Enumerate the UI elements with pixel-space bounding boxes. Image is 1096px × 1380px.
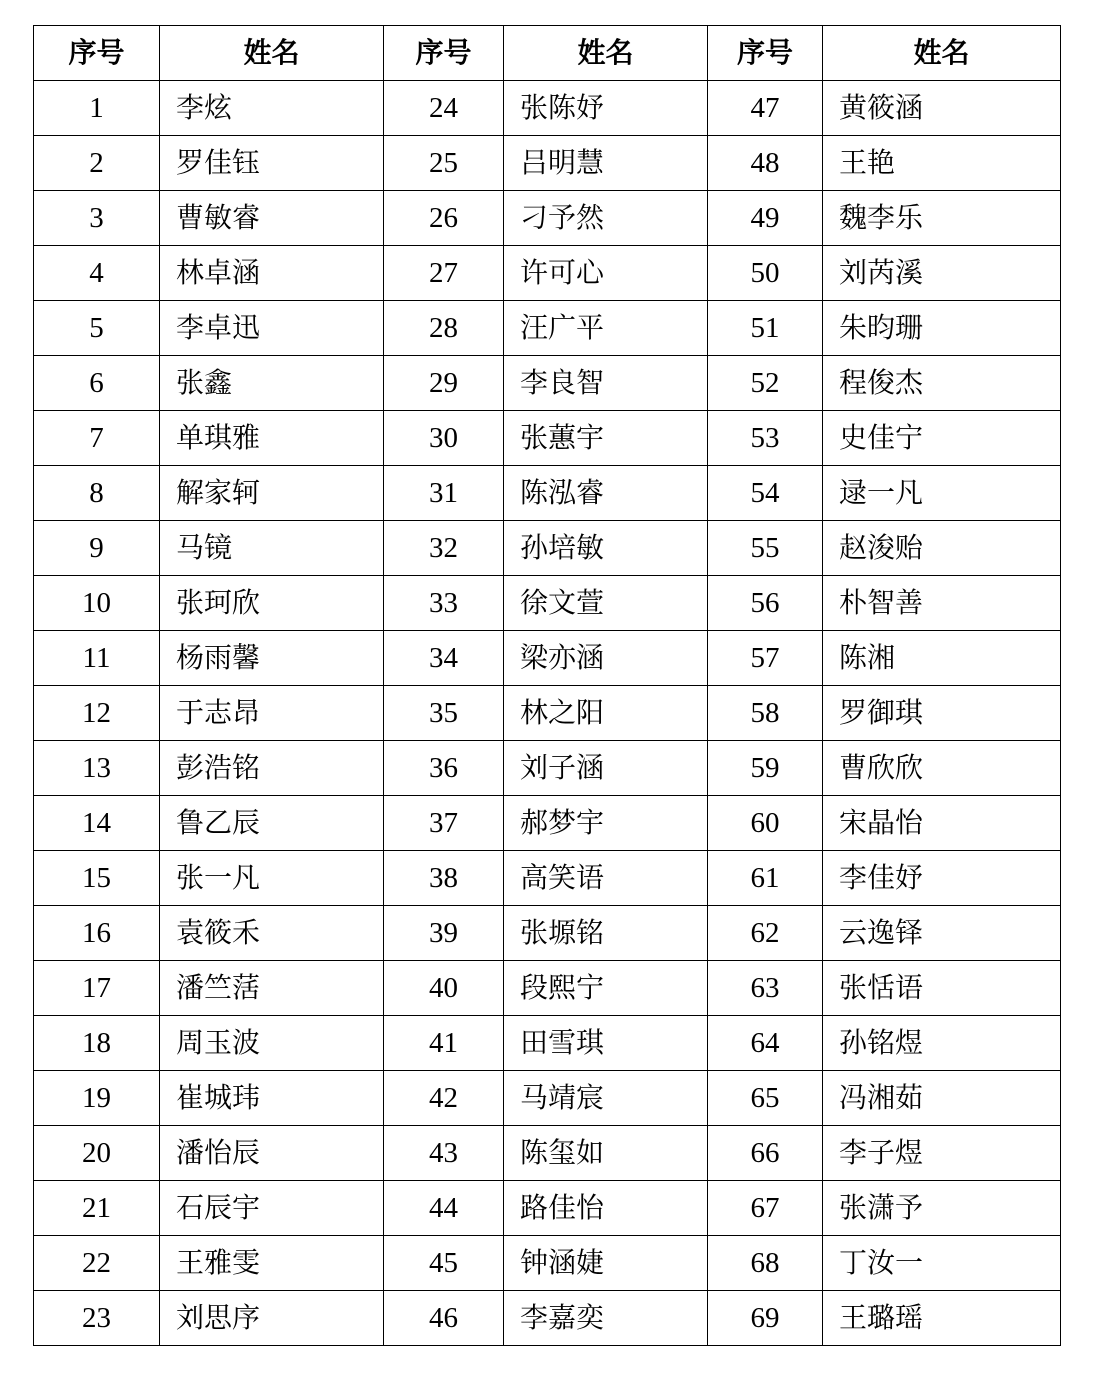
student-name-cell: 赵浚贻	[823, 521, 1061, 576]
student-name-cell: 李炫	[160, 81, 384, 136]
student-number-cell: 27	[384, 246, 504, 301]
student-name-cell: 程俊杰	[823, 356, 1061, 411]
student-name-cell: 许可心	[504, 246, 708, 301]
student-number-cell: 34	[384, 631, 504, 686]
student-number-cell: 62	[708, 906, 823, 961]
student-name-cell: 周玉波	[160, 1016, 384, 1071]
student-name-cell: 李嘉奕	[504, 1291, 708, 1346]
student-number-cell: 24	[384, 81, 504, 136]
student-name-cell: 于志昂	[160, 686, 384, 741]
student-number-cell: 8	[34, 466, 160, 521]
table-row	[34, 1071, 1061, 1126]
student-name-cell: 汪广平	[504, 301, 708, 356]
student-number-cell: 15	[34, 851, 160, 906]
student-name-cell: 刘子涵	[504, 741, 708, 796]
student-name-cell: 张潇予	[823, 1181, 1061, 1236]
student-number-cell: 5	[34, 301, 160, 356]
table-row	[34, 81, 1061, 136]
student-number-cell: 42	[384, 1071, 504, 1126]
student-number-cell: 41	[384, 1016, 504, 1071]
student-number-cell: 16	[34, 906, 160, 961]
student-name-cell: 丁汝一	[823, 1236, 1061, 1291]
header-name: 姓名	[160, 26, 384, 81]
student-number-cell: 2	[34, 136, 160, 191]
table-row	[34, 1291, 1061, 1346]
student-name-cell: 陈玺如	[504, 1126, 708, 1181]
student-name-cell: 逯一凡	[823, 466, 1061, 521]
table-row	[34, 906, 1061, 961]
table-row	[34, 961, 1061, 1016]
student-number-cell: 39	[384, 906, 504, 961]
table-row	[34, 466, 1061, 521]
student-number-cell: 45	[384, 1236, 504, 1291]
student-name-cell: 崔城玮	[160, 1071, 384, 1126]
student-number-cell: 29	[384, 356, 504, 411]
student-name-cell: 徐文萱	[504, 576, 708, 631]
student-number-cell: 19	[34, 1071, 160, 1126]
student-name-cell: 袁筱禾	[160, 906, 384, 961]
student-name-cell: 路佳怡	[504, 1181, 708, 1236]
student-name-cell: 张陈妤	[504, 81, 708, 136]
student-name-cell: 单琪雅	[160, 411, 384, 466]
student-number-cell: 30	[384, 411, 504, 466]
student-name-cell: 刁予然	[504, 191, 708, 246]
student-number-cell: 1	[34, 81, 160, 136]
student-name-cell: 郝梦宇	[504, 796, 708, 851]
header-name: 姓名	[504, 26, 708, 81]
student-number-cell: 51	[708, 301, 823, 356]
student-number-cell: 22	[34, 1236, 160, 1291]
student-name-cell: 彭浩铭	[160, 741, 384, 796]
student-number-cell: 21	[34, 1181, 160, 1236]
student-name-cell: 曹敏睿	[160, 191, 384, 246]
student-number-cell: 13	[34, 741, 160, 796]
student-name-cell: 张塬铭	[504, 906, 708, 961]
student-name-cell: 李良智	[504, 356, 708, 411]
student-number-cell: 43	[384, 1126, 504, 1181]
student-name-cell: 朴智善	[823, 576, 1061, 631]
student-name-cell: 潘怡辰	[160, 1126, 384, 1181]
student-number-cell: 56	[708, 576, 823, 631]
table-row	[34, 521, 1061, 576]
student-number-cell: 57	[708, 631, 823, 686]
student-number-cell: 35	[384, 686, 504, 741]
student-number-cell: 60	[708, 796, 823, 851]
student-name-cell: 解家轲	[160, 466, 384, 521]
student-name-cell: 曹欣欣	[823, 741, 1061, 796]
student-name-cell: 张恬语	[823, 961, 1061, 1016]
table-row	[34, 796, 1061, 851]
student-number-cell: 50	[708, 246, 823, 301]
student-number-cell: 63	[708, 961, 823, 1016]
student-number-cell: 28	[384, 301, 504, 356]
student-number-cell: 38	[384, 851, 504, 906]
student-name-cell: 马靖宸	[504, 1071, 708, 1126]
table-row	[34, 741, 1061, 796]
header-number: 序号	[34, 26, 160, 81]
table-row	[34, 1126, 1061, 1181]
student-name-cell: 黄筱涵	[823, 81, 1061, 136]
student-number-cell: 46	[384, 1291, 504, 1346]
student-number-cell: 47	[708, 81, 823, 136]
student-number-cell: 9	[34, 521, 160, 576]
student-name-cell: 梁亦涵	[504, 631, 708, 686]
student-name-cell: 段熙宁	[504, 961, 708, 1016]
student-number-cell: 65	[708, 1071, 823, 1126]
student-name-cell: 张一凡	[160, 851, 384, 906]
table-row	[34, 851, 1061, 906]
header-number: 序号	[708, 26, 823, 81]
student-name-cell: 刘思序	[160, 1291, 384, 1346]
student-name-cell: 杨雨馨	[160, 631, 384, 686]
student-name-cell: 孙培敏	[504, 521, 708, 576]
student-name-cell: 刘芮溪	[823, 246, 1061, 301]
student-number-cell: 64	[708, 1016, 823, 1071]
student-name-cell: 鲁乙辰	[160, 796, 384, 851]
student-number-cell: 66	[708, 1126, 823, 1181]
student-name-cell: 朱昀珊	[823, 301, 1061, 356]
student-number-cell: 53	[708, 411, 823, 466]
student-name-cell: 吕明慧	[504, 136, 708, 191]
student-number-cell: 69	[708, 1291, 823, 1346]
student-name-cell: 王雅雯	[160, 1236, 384, 1291]
roster-table	[33, 25, 1061, 1346]
student-number-cell: 25	[384, 136, 504, 191]
student-number-cell: 20	[34, 1126, 160, 1181]
header-name: 姓名	[823, 26, 1061, 81]
student-name-cell: 张蕙宇	[504, 411, 708, 466]
student-name-cell: 林之阳	[504, 686, 708, 741]
table-row	[34, 1181, 1061, 1236]
student-number-cell: 59	[708, 741, 823, 796]
table-row	[34, 356, 1061, 411]
student-name-cell: 罗佳钰	[160, 136, 384, 191]
table-row	[34, 136, 1061, 191]
student-number-cell: 48	[708, 136, 823, 191]
student-name-cell: 冯湘茹	[823, 1071, 1061, 1126]
student-name-cell: 张鑫	[160, 356, 384, 411]
table-row	[34, 1236, 1061, 1291]
student-number-cell: 14	[34, 796, 160, 851]
student-number-cell: 3	[34, 191, 160, 246]
student-name-cell: 王璐瑶	[823, 1291, 1061, 1346]
student-number-cell: 7	[34, 411, 160, 466]
student-number-cell: 17	[34, 961, 160, 1016]
student-number-cell: 10	[34, 576, 160, 631]
student-name-cell: 高笑语	[504, 851, 708, 906]
student-number-cell: 18	[34, 1016, 160, 1071]
student-number-cell: 31	[384, 466, 504, 521]
student-name-cell: 马镜	[160, 521, 384, 576]
student-number-cell: 12	[34, 686, 160, 741]
student-name-cell: 田雪琪	[504, 1016, 708, 1071]
student-name-cell: 李卓迅	[160, 301, 384, 356]
roster-body	[34, 81, 1061, 1346]
student-number-cell: 54	[708, 466, 823, 521]
student-number-cell: 44	[384, 1181, 504, 1236]
table-row	[34, 631, 1061, 686]
student-name-cell: 陈湘	[823, 631, 1061, 686]
student-name-cell: 王艳	[823, 136, 1061, 191]
student-name-cell: 钟涵婕	[504, 1236, 708, 1291]
table-row	[34, 686, 1061, 741]
student-number-cell: 49	[708, 191, 823, 246]
table-row	[34, 301, 1061, 356]
student-number-cell: 4	[34, 246, 160, 301]
student-number-cell: 40	[384, 961, 504, 1016]
student-name-cell: 孙铭煜	[823, 1016, 1061, 1071]
student-number-cell: 61	[708, 851, 823, 906]
student-number-cell: 11	[34, 631, 160, 686]
student-name-cell: 罗御琪	[823, 686, 1061, 741]
student-number-cell: 37	[384, 796, 504, 851]
student-name-cell: 李子煜	[823, 1126, 1061, 1181]
student-number-cell: 67	[708, 1181, 823, 1236]
header-row	[34, 26, 1061, 81]
student-number-cell: 55	[708, 521, 823, 576]
table-row	[34, 246, 1061, 301]
student-number-cell: 58	[708, 686, 823, 741]
student-number-cell: 68	[708, 1236, 823, 1291]
student-name-cell: 陈泓睿	[504, 466, 708, 521]
student-name-cell: 云逸铎	[823, 906, 1061, 961]
student-number-cell: 33	[384, 576, 504, 631]
table-row	[34, 191, 1061, 246]
student-number-cell: 23	[34, 1291, 160, 1346]
student-number-cell: 36	[384, 741, 504, 796]
student-name-cell: 石辰宇	[160, 1181, 384, 1236]
student-name-cell: 史佳宁	[823, 411, 1061, 466]
student-name-cell: 张珂欣	[160, 576, 384, 631]
table-row	[34, 1016, 1061, 1071]
student-name-cell: 魏李乐	[823, 191, 1061, 246]
student-name-cell: 宋晶怡	[823, 796, 1061, 851]
student-number-cell: 26	[384, 191, 504, 246]
student-number-cell: 52	[708, 356, 823, 411]
table-row	[34, 411, 1061, 466]
student-number-cell: 6	[34, 356, 160, 411]
student-name-cell: 林卓涵	[160, 246, 384, 301]
student-name-cell: 李佳妤	[823, 851, 1061, 906]
table-row	[34, 576, 1061, 631]
student-number-cell: 32	[384, 521, 504, 576]
student-name-cell: 潘竺萿	[160, 961, 384, 1016]
header-number: 序号	[384, 26, 504, 81]
